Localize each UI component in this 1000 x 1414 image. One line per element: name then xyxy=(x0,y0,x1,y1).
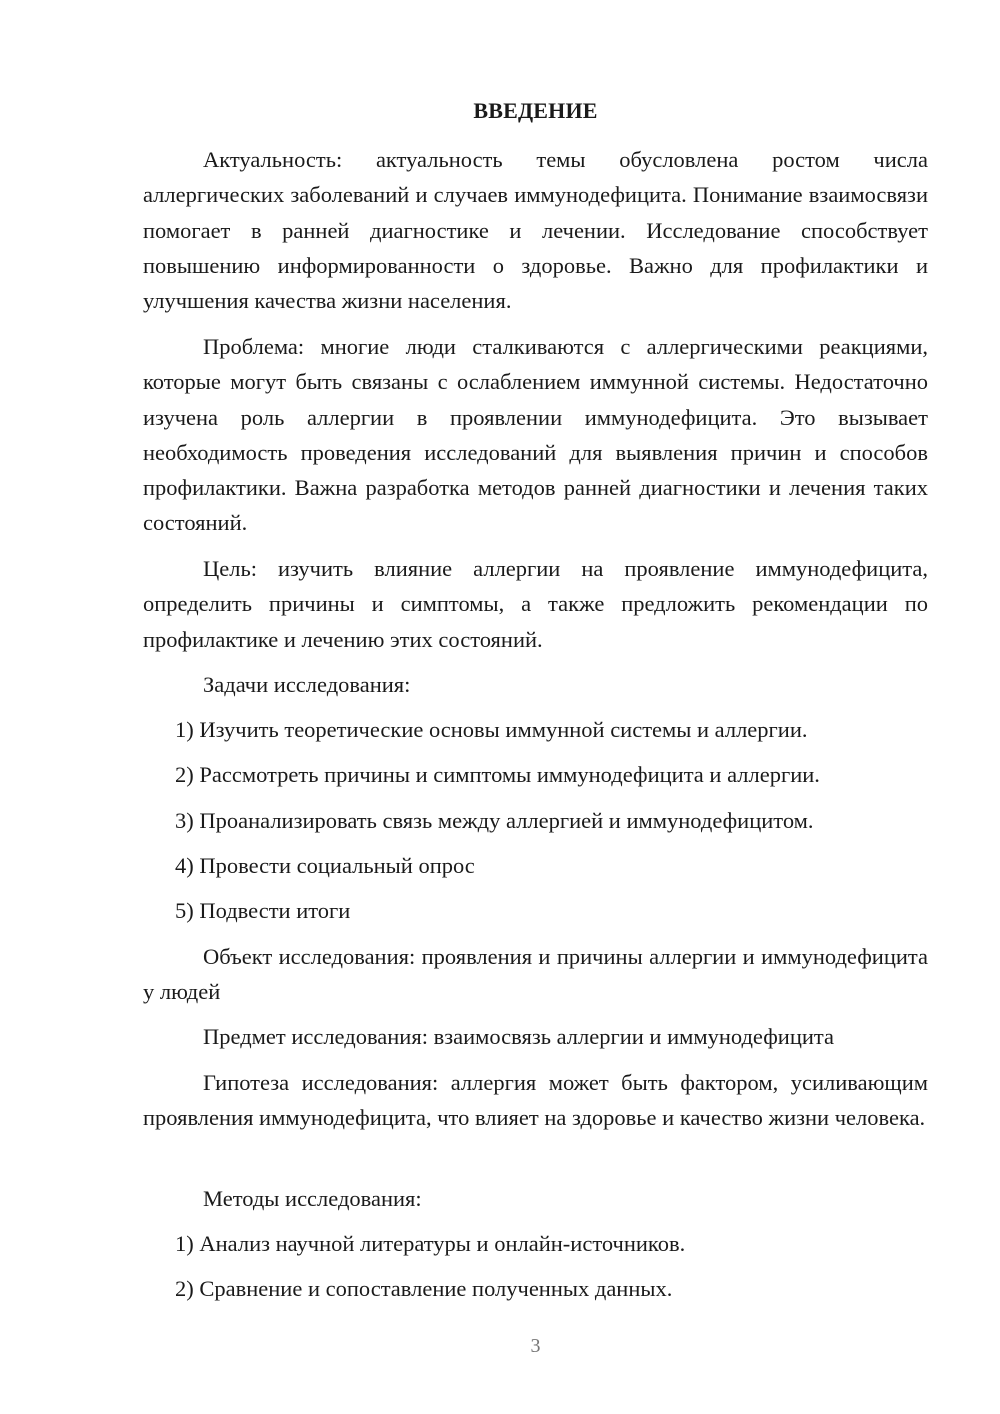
hypothesis-paragraph: Гипотеза исследования: аллергия может быть фактором, усиливающим проявления иммунодефицита, что влияет на здоровье и качество жизни человека. xyxy=(143,1070,928,1131)
goal-paragraph: Цель: изучить влияние аллергии на проявление иммунодефицита, определить причины и симптомы, а также предложить рекомендации по профилактике и лечению этих состояний. xyxy=(143,556,928,652)
method-item-1: 1) Анализ научной литературы и онлайн-источников. xyxy=(175,1231,686,1256)
document-page xyxy=(143,0,928,1414)
task-item-2: 2) Рассмотреть причины и симптомы иммунодефицита и аллергии. xyxy=(175,762,820,787)
task-item-3: 3) Проанализировать связь между аллергией и иммунодефицитом. xyxy=(175,808,814,833)
tasks-heading: Задачи исследования: xyxy=(203,672,411,697)
task-item-5: 5) Подвести итоги xyxy=(175,898,351,923)
section-heading: ВВЕДЕНИЕ xyxy=(473,98,598,123)
object-paragraph: Объект исследования: проявления и причины аллергии и иммунодефицита у людей xyxy=(143,944,928,1005)
relevance-paragraph: Актуальность: актуальность темы обусловлена ростом числа аллергических заболеваний и случаев иммунодефицита. Понимание взаимосвязи помогает в ранней диагностике и лечении. Исследование способствует повышению информированности о здоровье. Важно для профилактики и улучшения качества жизни населения. xyxy=(143,147,928,314)
task-item-1: 1) Изучить теоретические основы иммунной системы и аллергии. xyxy=(175,717,808,742)
task-item-4: 4) Провести социальный опрос xyxy=(175,853,475,878)
page-number: 3 xyxy=(530,1335,541,1357)
method-item-2: 2) Сравнение и сопоставление полученных данных. xyxy=(175,1276,673,1301)
subject-paragraph: Предмет исследования: взаимосвязь аллергии и иммунодефицита xyxy=(203,1024,834,1049)
methods-heading: Методы исследования: xyxy=(203,1186,422,1211)
problem-paragraph: Проблема: многие люди сталкиваются с аллергическими реакциями, которые могут быть связаны с ослаблением иммунной системы. Недостаточно изучена роль аллергии в проявлении иммунодефицита. Это вызывает необходимость проведения исследований для выявления причин и способов профилактики. Важна разработка методов ранней диагностики и лечения таких состояний. xyxy=(143,334,928,536)
